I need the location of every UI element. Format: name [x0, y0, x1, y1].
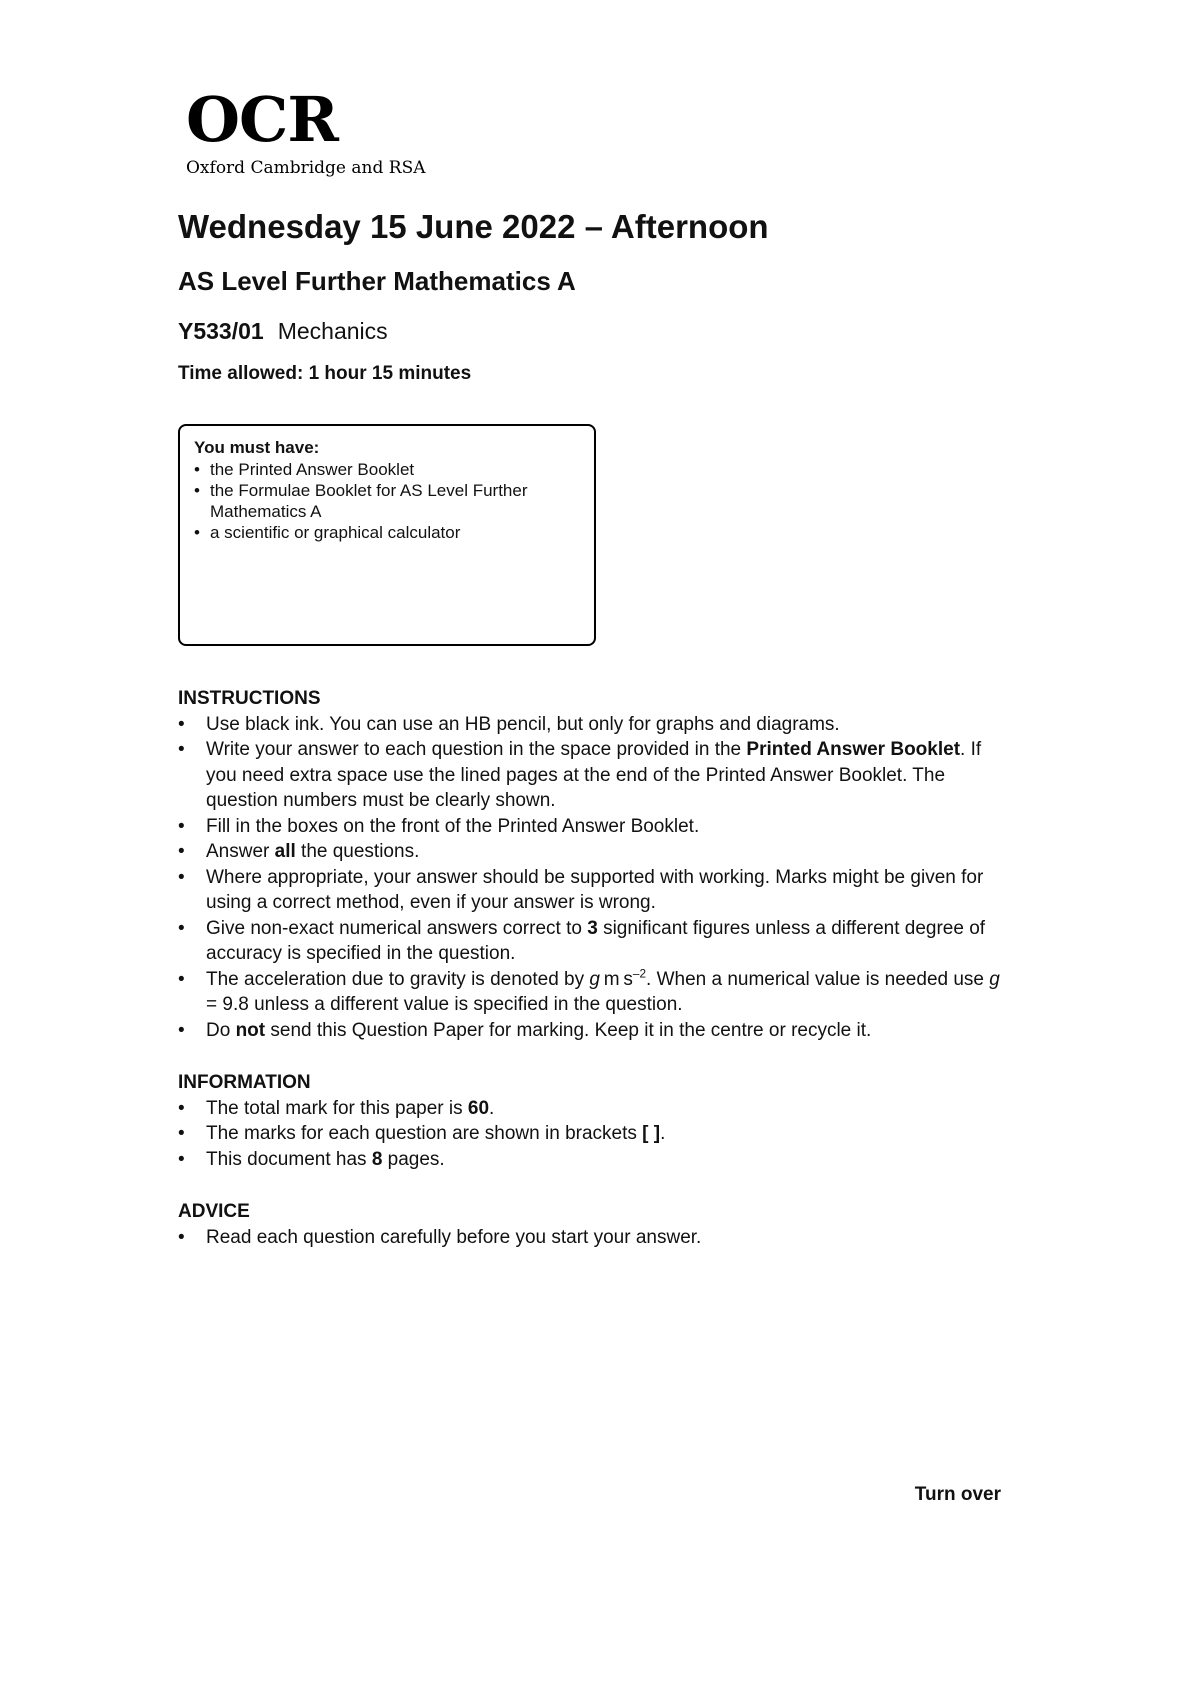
must-have-heading: You must have: — [194, 438, 320, 457]
bullet-text: Answer all the questions. — [206, 841, 420, 862]
bullet-item — [194, 480, 580, 522]
bullet-marker-icon: • — [178, 866, 185, 888]
section-instructions — [178, 686, 1016, 1043]
bullet-text: the Printed Answer Booklet — [210, 460, 415, 479]
bullet-text: The acceleration due to gravity is denoted by g m $s^{-2}$. When a numerical value is needed use g = 9.8 unless a different value is specified in the question. — [206, 967, 1000, 1015]
bullet-item — [194, 459, 580, 480]
bullet-item — [178, 1096, 1016, 1122]
bullet-item — [178, 814, 1016, 840]
ocr-logo-subtitle: Oxford Cambridge and RSA — [186, 158, 426, 178]
paper-name: Mechanics — [277, 318, 388, 344]
advice-list — [178, 1225, 1016, 1251]
qualification-title: AS Level Further Mathematics A — [178, 266, 576, 296]
bullet-item — [178, 916, 1016, 967]
bullet-text: the Formulae Booklet for AS Level Further Mathematics A — [210, 481, 528, 521]
bullet-text: The total mark for this paper is 60. — [206, 1097, 495, 1119]
section-heading-instructions: INSTRUCTIONS — [178, 688, 321, 709]
bullet-marker-icon: • — [194, 460, 200, 479]
section-advice — [178, 1199, 1016, 1250]
bullet-text: Use black ink. You can use an HB pencil, but only for graphs and diagrams. — [206, 713, 840, 735]
bullet-text: The marks for each question are shown in brackets [ ]. — [206, 1123, 666, 1144]
bullet-marker-icon: • — [178, 1019, 185, 1041]
paper-code: Y533/01 — [178, 318, 264, 344]
bullet-item — [178, 1225, 1016, 1251]
bullet-marker-icon: • — [178, 1123, 185, 1144]
bullet-item — [178, 1018, 1016, 1044]
must-have-box — [178, 424, 596, 646]
bullet-marker-icon: • — [178, 739, 185, 760]
bullet-text: Write your answer to each question in the space provided in the Printed Answer Booklet. If you need extra space use the lined pages at the end of the Printed Answer Booklet. The question numbers must be clearly shown. — [206, 739, 982, 811]
bullet-item — [178, 865, 1016, 916]
bullet-item — [178, 839, 1016, 865]
front-page-sections — [178, 686, 1016, 1250]
bullet-marker-icon: • — [178, 968, 185, 990]
page-title: Wednesday 15 June 2022 – Afternoon — [178, 208, 769, 245]
instructions-list — [178, 712, 1016, 1044]
section-information — [178, 1070, 1016, 1172]
bullet-item — [178, 1147, 1016, 1173]
bullet-marker-icon: • — [178, 1226, 185, 1248]
bullet-marker-icon: • — [178, 713, 185, 735]
bullet-item — [194, 522, 580, 543]
bullet-text: This document has 8 pages. — [206, 1148, 445, 1170]
paper-line — [178, 318, 388, 345]
must-have-list — [194, 459, 580, 543]
section-heading-advice: ADVICE — [178, 1201, 250, 1222]
bullet-marker-icon: • — [178, 1148, 185, 1170]
ocr-logo-text: OCR — [186, 83, 338, 156]
bullet-text: Give non-exact numerical answers correct to 3 significant figures unless a different degree of accuracy is specified in the question. — [206, 917, 986, 964]
bullet-item — [178, 1121, 1016, 1147]
ocr-logo — [186, 83, 426, 178]
information-list — [178, 1096, 1016, 1173]
bullet-marker-icon: • — [178, 917, 185, 939]
bullet-marker-icon: • — [178, 815, 185, 837]
section-heading-information: INFORMATION — [178, 1072, 311, 1093]
bullet-text: Read each question carefully before you start your answer. — [206, 1226, 702, 1248]
bullet-item — [178, 737, 1016, 814]
bullet-marker-icon: • — [194, 523, 200, 542]
bullet-marker-icon: • — [178, 841, 185, 862]
bullet-item — [178, 967, 1016, 1018]
bullet-marker-icon: • — [178, 1097, 185, 1119]
bullet-text: Do not send this Question Paper for marking. Keep it in the centre or recycle it. — [206, 1019, 872, 1041]
bullet-marker-icon: • — [194, 481, 200, 500]
bullet-item — [178, 712, 1016, 738]
turn-over-label: Turn over — [914, 1484, 1001, 1505]
bullet-text: Fill in the boxes on the front of the Printed Answer Booklet. — [206, 815, 700, 837]
bullet-text: a scientific or graphical calculator — [210, 523, 461, 542]
time-allowed: Time allowed: 1 hour 15 minutes — [178, 363, 472, 384]
bullet-text: Where appropriate, your answer should be supported with working. Marks might be given for using a correct method, even if your answer is wrong. — [206, 866, 984, 913]
